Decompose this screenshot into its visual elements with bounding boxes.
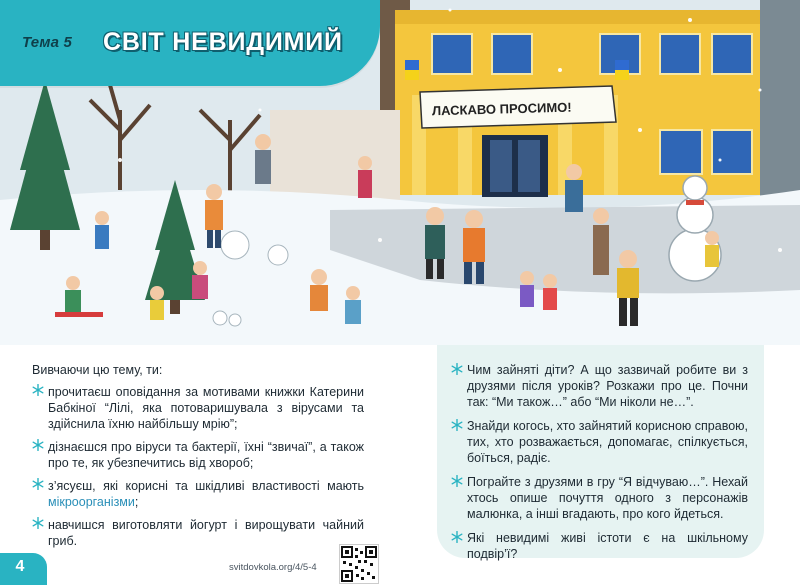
footer-url[interactable]: svitdovkola.org/4/5-4 xyxy=(229,562,317,573)
page-number: 4 xyxy=(15,558,25,575)
theme-banner xyxy=(0,0,380,86)
list-item-text: Пограйте з друзями в гру “Я відчуваю…”. Нехай хтось опише почуття одного з персонажів малюнка, а інші вгадають, про кого йдеться. xyxy=(467,475,748,521)
discussion-tasks-list xyxy=(451,362,748,562)
snowflake-bullet-icon xyxy=(32,517,44,529)
term-suffix: ; xyxy=(134,495,139,509)
snowflake-bullet-icon xyxy=(32,384,44,396)
snowflake-bullet-icon xyxy=(451,363,463,375)
list-item-text: прочитаєш оповідання за мотивами книжки Катерини Бабкіної “Лілі, яка потоваришувала з вірусами та здійснила їхню найбільшу мрію”; xyxy=(48,385,364,431)
snowflake-bullet-icon xyxy=(451,475,463,487)
theme-title: СВІТ НЕВИДИМИЙ xyxy=(103,28,343,56)
learning-goals-intro: Вивчаючи цю тему, ти: xyxy=(32,363,163,377)
list-item-text: дізнаєшся про віруси та бактерії, їхні “звичаї”, а також про те, як убезпечитись від хвороб; xyxy=(48,440,364,470)
list-item xyxy=(32,517,364,549)
list-item xyxy=(451,474,748,522)
list-item xyxy=(32,384,364,432)
learning-goals xyxy=(32,362,364,556)
learning-goals-list xyxy=(32,384,364,549)
list-item-text: Які невидимі живі істоти є на шкільному подвір’ї? xyxy=(467,531,748,561)
qr-code-icon[interactable] xyxy=(339,544,379,584)
list-item-text: Знайди когось, хто зайнятий корисною справою, тих, хто розважається, допомагає, спілкується, боїться, радіє. xyxy=(467,419,748,465)
theme-label: Тема 5 xyxy=(22,34,73,51)
welcome-banner-text: ЛАСКАВО ПРОСИМО! xyxy=(431,99,572,119)
term-link-microorganisms[interactable]: мікроорганізми xyxy=(48,495,135,509)
list-item xyxy=(451,530,748,562)
list-item-text: навчишся виготовляти йогурт і вирощувати чайний гриб. xyxy=(48,518,364,548)
snowflake-bullet-icon xyxy=(451,531,463,543)
list-item xyxy=(32,439,364,471)
list-item-text: з’ясуєш, які корисні та шкідливі властивості мають xyxy=(48,479,364,493)
snowflake-bullet-icon xyxy=(32,439,44,451)
list-item xyxy=(451,418,748,466)
list-item xyxy=(32,478,364,510)
list-item-text: Чим зайняті діти? А що зазвичай робите ви з друзями після уроків? Розкажи про це. Почни так: “Ми також…” або “Ми ніколи не…”. xyxy=(467,363,748,409)
snowflake-bullet-icon xyxy=(32,478,44,490)
snowflake-bullet-icon xyxy=(451,419,463,431)
discussion-tasks-panel xyxy=(437,345,764,561)
list-item xyxy=(451,362,748,410)
